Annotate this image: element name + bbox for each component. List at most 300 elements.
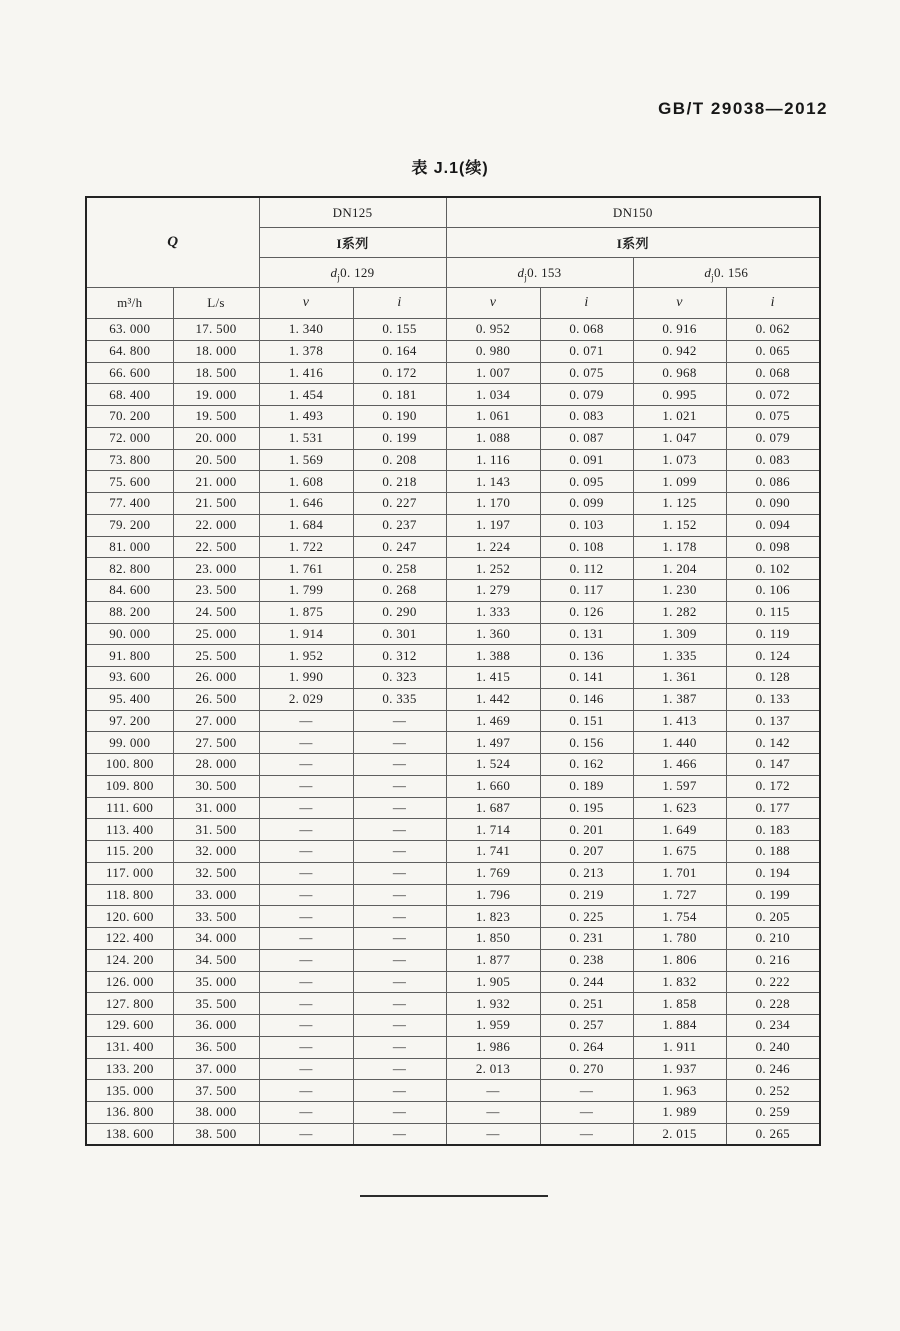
table-cell: 37. 000 [173,1058,259,1080]
table-cell: — [259,1080,353,1102]
table-cell: 0. 075 [540,362,633,384]
table-cell: — [353,754,446,776]
table-cell: 0. 216 [726,949,820,971]
table-cell: 0. 079 [540,384,633,406]
table-cell: 1. 990 [259,667,353,689]
table-cell: 0. 246 [726,1058,820,1080]
table-row [86,732,820,754]
table-cell: 38. 500 [173,1123,259,1145]
table-cell: 18. 000 [173,340,259,362]
table-cell: 113. 400 [86,819,173,841]
table-cell: 1. 340 [259,319,353,341]
table-row [86,1123,820,1145]
table-cell: 0. 119 [726,623,820,645]
table-cell: 38. 000 [173,1102,259,1124]
table-cell: — [259,841,353,863]
table-cell: 26. 500 [173,688,259,710]
table-cell: 0. 162 [540,754,633,776]
table-cell: 70. 200 [86,406,173,428]
table-cell: — [353,884,446,906]
table-cell: 1. 608 [259,471,353,493]
table-cell: 122. 400 [86,928,173,950]
table-cell: 21. 500 [173,493,259,515]
table-row [86,1015,820,1037]
d-subscript: j [337,272,341,283]
table-row [86,406,820,428]
table-cell: 77. 400 [86,493,173,515]
table-cell: 138. 600 [86,1123,173,1145]
table-cell: 1. 282 [633,601,726,623]
table-cell: 2. 029 [259,688,353,710]
table-cell: 1. 754 [633,906,726,928]
table-cell: 1. 986 [446,1036,540,1058]
table-cell: 118. 800 [86,884,173,906]
table-cell: 91. 800 [86,645,173,667]
table-cell: 1. 714 [446,819,540,841]
table-cell: 1. 361 [633,667,726,689]
table-cell: 0. 205 [726,906,820,928]
table-cell: 1. 204 [633,558,726,580]
table-cell: — [259,797,353,819]
table-cell: — [259,1015,353,1037]
table-row [86,884,820,906]
table-cell: 0. 108 [540,536,633,558]
table-cell: 1. 875 [259,601,353,623]
table-cell: 1. 905 [446,971,540,993]
table-cell: 0. 259 [726,1102,820,1124]
table-cell: 135. 000 [86,1080,173,1102]
table-cell: 1. 279 [446,580,540,602]
table-cell: 100. 800 [86,754,173,776]
table-cell: 0. 190 [353,406,446,428]
table-cell: 20. 500 [173,449,259,471]
table-cell: 1. 796 [446,884,540,906]
table-cell: 1. 806 [633,949,726,971]
table-cell: 0. 062 [726,319,820,341]
table-row [86,1058,820,1080]
table-row [86,754,820,776]
table-cell: 1. 440 [633,732,726,754]
i-column-header: i [726,288,820,319]
table-cell: 1. 623 [633,797,726,819]
table-cell: 1. 442 [446,688,540,710]
hydraulic-calculation-table [85,196,821,1146]
table-cell: 1. 170 [446,493,540,515]
table-cell: 17. 500 [173,319,259,341]
table-cell: 1. 360 [446,623,540,645]
table-cell: 0. 219 [540,884,633,906]
table-cell: — [353,1080,446,1102]
table-cell: — [259,1036,353,1058]
table-row [86,928,820,950]
table-cell: 0. 194 [726,862,820,884]
table-cell: 35. 500 [173,993,259,1015]
d-subscript: j [711,272,714,283]
table-cell: 0. 147 [726,754,820,776]
table-cell: 1. 413 [633,710,726,732]
table-cell: 23. 500 [173,580,259,602]
table-cell: 82. 800 [86,558,173,580]
table-cell: 1. 937 [633,1058,726,1080]
table-row [86,471,820,493]
table-cell: — [353,1015,446,1037]
table-cell: 1. 309 [633,623,726,645]
table-cell: 1. 660 [446,775,540,797]
table-cell: 1. 125 [633,493,726,515]
table-cell: 33. 500 [173,906,259,928]
table-cell: 0. 270 [540,1058,633,1080]
table-cell: 0. 151 [540,710,633,732]
header-row-dn [86,197,820,228]
table-cell: — [446,1123,540,1145]
table-cell: 73. 800 [86,449,173,471]
table-cell: 109. 800 [86,775,173,797]
table-cell: — [353,710,446,732]
v-column-header: v [633,288,726,319]
table-cell: — [259,775,353,797]
table-cell: 0. 208 [353,449,446,471]
d-symbol: d [704,264,712,280]
table-cell: 75. 600 [86,471,173,493]
table-cell: 0. 177 [726,797,820,819]
table-cell: 124. 200 [86,949,173,971]
table-cell: 0. 112 [540,558,633,580]
table-cell: 1. 649 [633,819,726,841]
table-cell: 1. 952 [259,645,353,667]
table-cell: 0. 124 [726,645,820,667]
table-cell: 0. 257 [540,1015,633,1037]
table-cell: 1. 007 [446,362,540,384]
dn150-header-cell: DN150 [446,197,820,228]
table-cell: — [540,1123,633,1145]
table-cell: 27. 000 [173,710,259,732]
table-cell: 18. 500 [173,362,259,384]
table-cell: 1. 335 [633,645,726,667]
table-cell: — [353,819,446,841]
table-cell: 0. 201 [540,819,633,841]
table-cell: 1. 021 [633,406,726,428]
table-cell: 1. 088 [446,427,540,449]
table-cell: 23. 000 [173,558,259,580]
d-value: 0. 129 [340,264,375,280]
d-value: 0. 156 [713,264,749,280]
table-cell: 126. 000 [86,971,173,993]
table-cell: 0. 117 [540,580,633,602]
table-cell: 1. 858 [633,993,726,1015]
table-cell: 88. 200 [86,601,173,623]
table-cell: 0. 072 [726,384,820,406]
table-cell: 0. 068 [726,362,820,384]
table-cell: 0. 156 [540,732,633,754]
table-cell: 1. 832 [633,971,726,993]
table-cell: — [259,1123,353,1145]
table-cell: 1. 116 [446,449,540,471]
table-row [86,558,820,580]
table-cell: 0. 244 [540,971,633,993]
table-row [86,797,820,819]
table-cell: 72. 000 [86,427,173,449]
table-cell: 27. 500 [173,732,259,754]
table-cell: 26. 000 [173,667,259,689]
table-cell: — [353,906,446,928]
table-cell: 1. 378 [259,340,353,362]
q-header-cell: Q [86,197,259,288]
table-cell: 1. 675 [633,841,726,863]
table-cell: 1. 034 [446,384,540,406]
table-cell: 1. 387 [633,688,726,710]
table-cell: 90. 000 [86,623,173,645]
table-cell: 0. 131 [540,623,633,645]
table-row [86,384,820,406]
table-cell: 79. 200 [86,514,173,536]
table-cell: 0. 228 [726,993,820,1015]
table-row [86,906,820,928]
table-cell: 1. 911 [633,1036,726,1058]
table-cell: — [353,971,446,993]
table-cell: 1. 469 [446,710,540,732]
table-row [86,688,820,710]
table-row [86,667,820,689]
table-cell: 1. 823 [446,906,540,928]
table-cell: — [259,971,353,993]
table-cell: 1. 569 [259,449,353,471]
table-cell: 0. 234 [726,1015,820,1037]
i-column-header: i [540,288,633,319]
table-cell: 1. 963 [633,1080,726,1102]
table-cell: 0. 968 [633,362,726,384]
table-cell: 34. 500 [173,949,259,971]
table-cell: 0. 916 [633,319,726,341]
table-cell: 21. 000 [173,471,259,493]
table-cell: 0. 086 [726,471,820,493]
table-cell: 1. 701 [633,862,726,884]
table-cell: 0. 268 [353,580,446,602]
table-cell: 1. 099 [633,471,726,493]
table-cell: 0. 091 [540,449,633,471]
table-cell: 1. 741 [446,841,540,863]
table-cell: 1. 415 [446,667,540,689]
table-row [86,580,820,602]
table-cell: — [353,928,446,950]
table-cell: 0. 181 [353,384,446,406]
table-cell: 1. 531 [259,427,353,449]
table-cell: 0. 199 [353,427,446,449]
table-cell: 1. 761 [259,558,353,580]
table-row [86,449,820,471]
table-cell: — [259,1102,353,1124]
table-cell: 117. 000 [86,862,173,884]
table-cell: 0. 099 [540,493,633,515]
i-column-header: i [353,288,446,319]
table-cell: 0. 225 [540,906,633,928]
table-cell: 1. 989 [633,1102,726,1124]
table-cell: 0. 172 [726,775,820,797]
table-title: 表 J.1(续) [411,160,489,177]
table-cell: 1. 416 [259,362,353,384]
table-cell: 0. 090 [726,493,820,515]
table-cell: 0. 137 [726,710,820,732]
table-cell: 0. 227 [353,493,446,515]
header-row-units [86,288,820,319]
inner-diameter-header-dn125 [259,258,446,288]
table-cell: 0. 301 [353,623,446,645]
table-row [86,949,820,971]
table-cell: 25. 500 [173,645,259,667]
table-cell: 0. 238 [540,949,633,971]
table-cell: — [353,1123,446,1145]
table-cell: 1. 493 [259,406,353,428]
d-value: 0. 153 [527,264,562,280]
table-row [86,841,820,863]
table-cell: 1. 333 [446,601,540,623]
table-cell: 0. 136 [540,645,633,667]
table-cell: 37. 500 [173,1080,259,1102]
table-cell: 22. 000 [173,514,259,536]
table-row [86,971,820,993]
table-cell: 25. 000 [173,623,259,645]
table-row [86,775,820,797]
table-cell: 1. 646 [259,493,353,515]
table-cell: 0. 133 [726,688,820,710]
dn125-header-cell: DN125 [259,197,446,228]
end-of-document-rule [360,1195,548,1197]
series-header-dn150: I系列 [446,228,820,258]
table-cell: 0. 103 [540,514,633,536]
table-cell: 22. 500 [173,536,259,558]
table-cell: — [353,1102,446,1124]
inner-diameter-header-dn150b [633,258,820,288]
table-cell: 0. 172 [353,362,446,384]
table-cell: 1. 959 [446,1015,540,1037]
table-row [86,710,820,732]
table-cell: 95. 400 [86,688,173,710]
table-cell: — [353,862,446,884]
table-cell: — [259,906,353,928]
table-cell: — [353,841,446,863]
table-cell: 19. 500 [173,406,259,428]
table-cell: 1. 230 [633,580,726,602]
table-cell: — [353,797,446,819]
table-row [86,362,820,384]
table-row [86,819,820,841]
table-cell: 0. 141 [540,667,633,689]
table-cell: 1. 143 [446,471,540,493]
table-cell: 1. 884 [633,1015,726,1037]
table-cell: 115. 200 [86,841,173,863]
table-cell: — [259,993,353,1015]
table-cell: 0. 213 [540,862,633,884]
table-cell: 1. 466 [633,754,726,776]
table-cell: 0. 980 [446,340,540,362]
table-cell: 0. 335 [353,688,446,710]
table-cell: 0. 247 [353,536,446,558]
table-cell: 32. 000 [173,841,259,863]
unit-header-m3h: m³/h [86,288,173,319]
table-cell: 1. 388 [446,645,540,667]
table-cell: 0. 237 [353,514,446,536]
table-cell: 1. 178 [633,536,726,558]
table-cell: 0. 083 [726,449,820,471]
table-cell: 0. 240 [726,1036,820,1058]
table-cell: — [259,884,353,906]
table-cell: 129. 600 [86,1015,173,1037]
table-body [86,319,820,1146]
table-cell: 0. 942 [633,340,726,362]
table-cell: 1. 684 [259,514,353,536]
inner-diameter-header-dn150a [446,258,633,288]
table-cell: 1. 497 [446,732,540,754]
table-cell: — [446,1080,540,1102]
table-row [86,862,820,884]
table-cell: 0. 188 [726,841,820,863]
table-cell: 1. 061 [446,406,540,428]
table-cell: 0. 222 [726,971,820,993]
table-cell: 0. 258 [353,558,446,580]
table-cell: — [259,819,353,841]
table-cell: 127. 800 [86,993,173,1015]
d-symbol: d [517,264,525,280]
table-cell: — [353,993,446,1015]
table-cell: 0. 189 [540,775,633,797]
table-cell: 0. 106 [726,580,820,602]
table-cell: 136. 800 [86,1102,173,1124]
table-cell: 0. 071 [540,340,633,362]
table-cell: — [353,775,446,797]
table-cell: 81. 000 [86,536,173,558]
table-cell: 0. 323 [353,667,446,689]
table-cell: 2. 013 [446,1058,540,1080]
table-cell: 1. 224 [446,536,540,558]
table-cell: 0. 290 [353,601,446,623]
table-cell: 0. 098 [726,536,820,558]
table-cell: 1. 524 [446,754,540,776]
table-row [86,1036,820,1058]
table-cell: 0. 251 [540,993,633,1015]
table-cell: 0. 199 [726,884,820,906]
table-cell: 0. 095 [540,471,633,493]
table-cell: 30. 500 [173,775,259,797]
table-cell: 1. 932 [446,993,540,1015]
table-row [86,645,820,667]
d-symbol: d [330,264,338,280]
table-cell: 63. 000 [86,319,173,341]
table-row [86,601,820,623]
table-cell: 0. 146 [540,688,633,710]
table-cell: 1. 197 [446,514,540,536]
table-cell: 0. 083 [540,406,633,428]
series-header-dn125: I系列 [259,228,446,258]
table-cell: 0. 068 [540,319,633,341]
table-cell: — [259,710,353,732]
table-cell: 0. 952 [446,319,540,341]
table-cell: 19. 000 [173,384,259,406]
unit-header-ls: L/s [173,288,259,319]
table-cell: 34. 000 [173,928,259,950]
table-row [86,340,820,362]
table-row [86,514,820,536]
table-cell: 0. 264 [540,1036,633,1058]
table-cell: — [259,949,353,971]
table-cell: 0. 087 [540,427,633,449]
table-cell: 0. 210 [726,928,820,950]
table-cell: 1. 152 [633,514,726,536]
table-cell: 1. 597 [633,775,726,797]
table-cell: 111. 600 [86,797,173,819]
table-cell: 0. 995 [633,384,726,406]
table-cell: 1. 780 [633,928,726,950]
table-cell: 97. 200 [86,710,173,732]
d-subscript: j [524,272,528,283]
